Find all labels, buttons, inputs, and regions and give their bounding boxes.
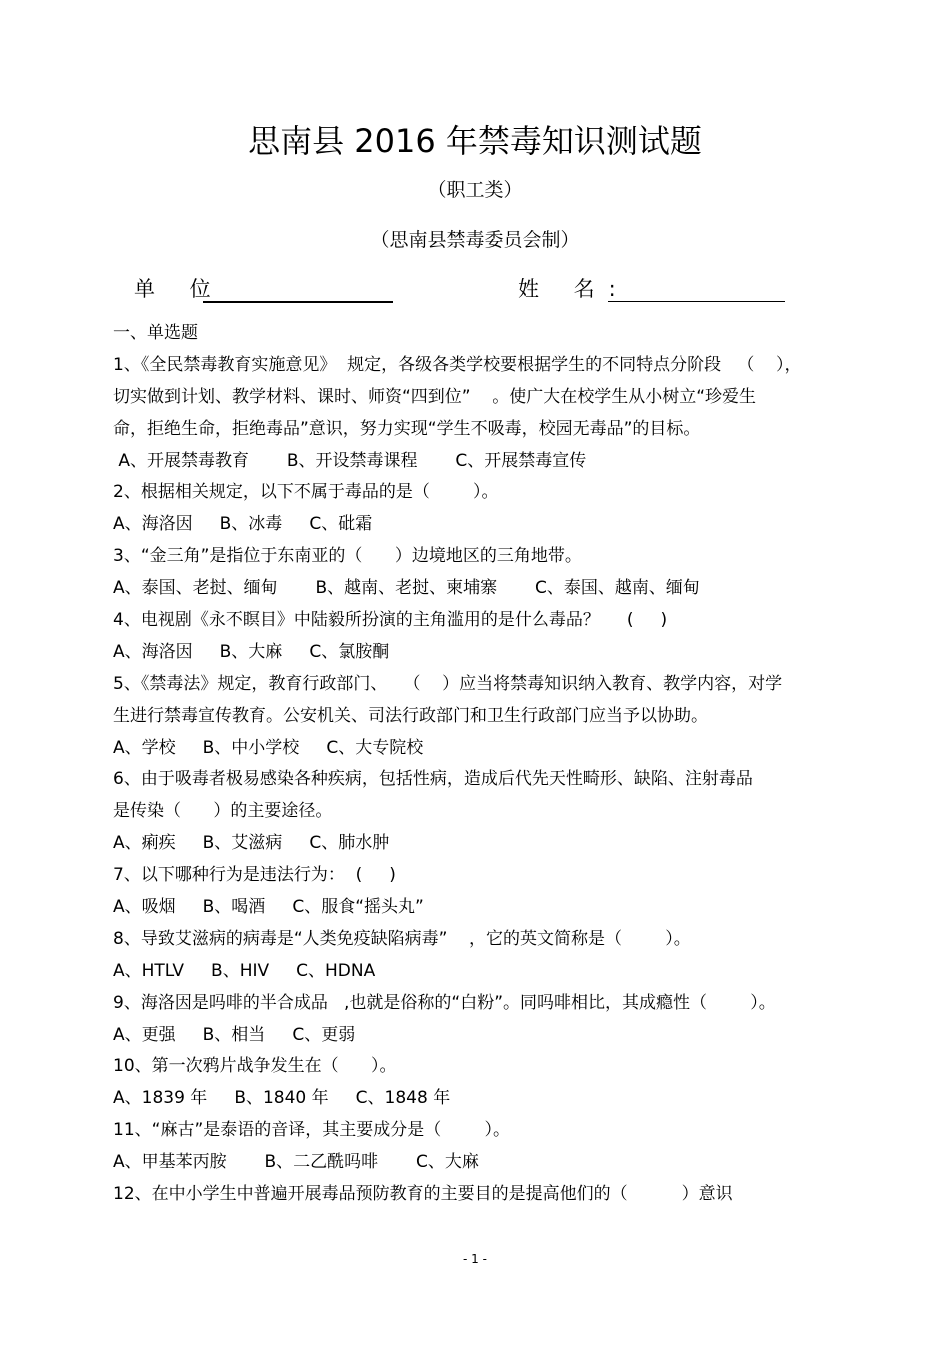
options-line: A、HTLV B、HIV C、HDNA [113,960,376,981]
question-line: 5、《禁毒法》规定，教育行政部门、 （ ）应当将禁毒知识纳入教育、教学内容，对学 [113,673,783,694]
exam-subtitle: （职工类） [427,179,523,201]
question-line: 2、根据相关规定，以下不属于毒品的是（ ）。 [113,482,499,503]
question-line: 9、海洛因是吗啡的半合成品 ,也就是俗称的“白粉”。同吗啡相比，其成瘾性（ ）。 [113,992,776,1013]
question-line: 11、“麻古”是泰语的音译，其主要成分是（ ）。 [113,1120,510,1141]
options-line: A、开展禁毒教育 B、开设禁毒课程 C、开展禁毒宣传 [113,450,587,471]
examinee-info-row [0,272,950,308]
question-line: 6、由于吸毒者极易感染各种疾病，包括性病，造成后代先天性畸形、缺陷、注射毒品 [113,769,753,790]
question-line: 4、电视剧《永不瞑目》中陆毅所扮演的主角滥用的是什么毒品？ ( ) [113,610,668,631]
question-list [113,318,843,1211]
exam-issuer: （思南县禁毒委员会制） [370,229,580,251]
exam-title: 思南县 2016 年禁毒知识测试题 [248,122,702,160]
unit-label: 单 位 [134,277,225,301]
question-line: 7、以下哪种行为是违法行为： ( ) [113,865,396,886]
options-line: A、海洛因 B、大麻 C、氯胺酮 [113,641,390,662]
question-line: 切实做到计划、教学材料、课时、师资“四到位” 。使广大在校学生从小树立“珍爱生 [113,386,757,407]
question-line: 是传染（ ）的主要途径。 [113,801,333,822]
unit-blank-line[interactable] [203,301,393,303]
question-line: 命，拒绝生命，拒绝毒品”意识，努力实现“学生不吸毒，校园无毒品”的目标。 [113,418,701,439]
options-line: A、更强 B、相当 C、更弱 [113,1024,356,1045]
options-line: A、学校 B、中小学校 C、大专院校 [113,737,424,758]
options-line: A、吸烟 B、喝酒 C、服食“摇头丸” [113,897,424,918]
question-line: 10、第一次鸦片战争发生在（ ）。 [113,1056,397,1077]
question-line: 12、在中小学生中普遍开展毒品预防教育的主要目的是提高他们的（ ）意识 [113,1184,733,1205]
question-line: 1、《全民禁毒教育实施意见》 规定，各级各类学校要根据学生的不同特点分阶段 （ ）， [113,354,802,375]
question-line: 生进行禁毒宣传教育。公安机关、司法行政部门和卫生行政部门应当予以协助。 [113,705,708,726]
name-blank-line[interactable] [608,301,785,302]
options-line: A、1839 年 B、1840 年 C、1848 年 [113,1088,451,1109]
question-line: 3、“金三角”是指位于东南亚的（ ）边境地区的三角地带。 [113,546,582,567]
question-line: 8、导致艾滋病的病毒是“人类免疫缺陷病毒” ，它的英文简称是（ ）。 [113,928,691,949]
name-label: 姓 名: [518,277,630,301]
options-line: A、甲基苯丙胺 B、二乙酰吗啡 C、大麻 [113,1152,479,1173]
section-heading: 一、单选题 [113,323,198,343]
options-line: A、泰国、老挝、缅甸 B、越南、老挝、柬埔寨 C、泰国、越南、缅甸 [113,578,700,599]
options-line: A、海洛因 B、冰毒 C、砒霜 [113,514,373,535]
options-line: A、痢疾 B、艾滋病 C、肺水肿 [113,833,390,854]
page-number: - 1 - [463,1252,487,1266]
